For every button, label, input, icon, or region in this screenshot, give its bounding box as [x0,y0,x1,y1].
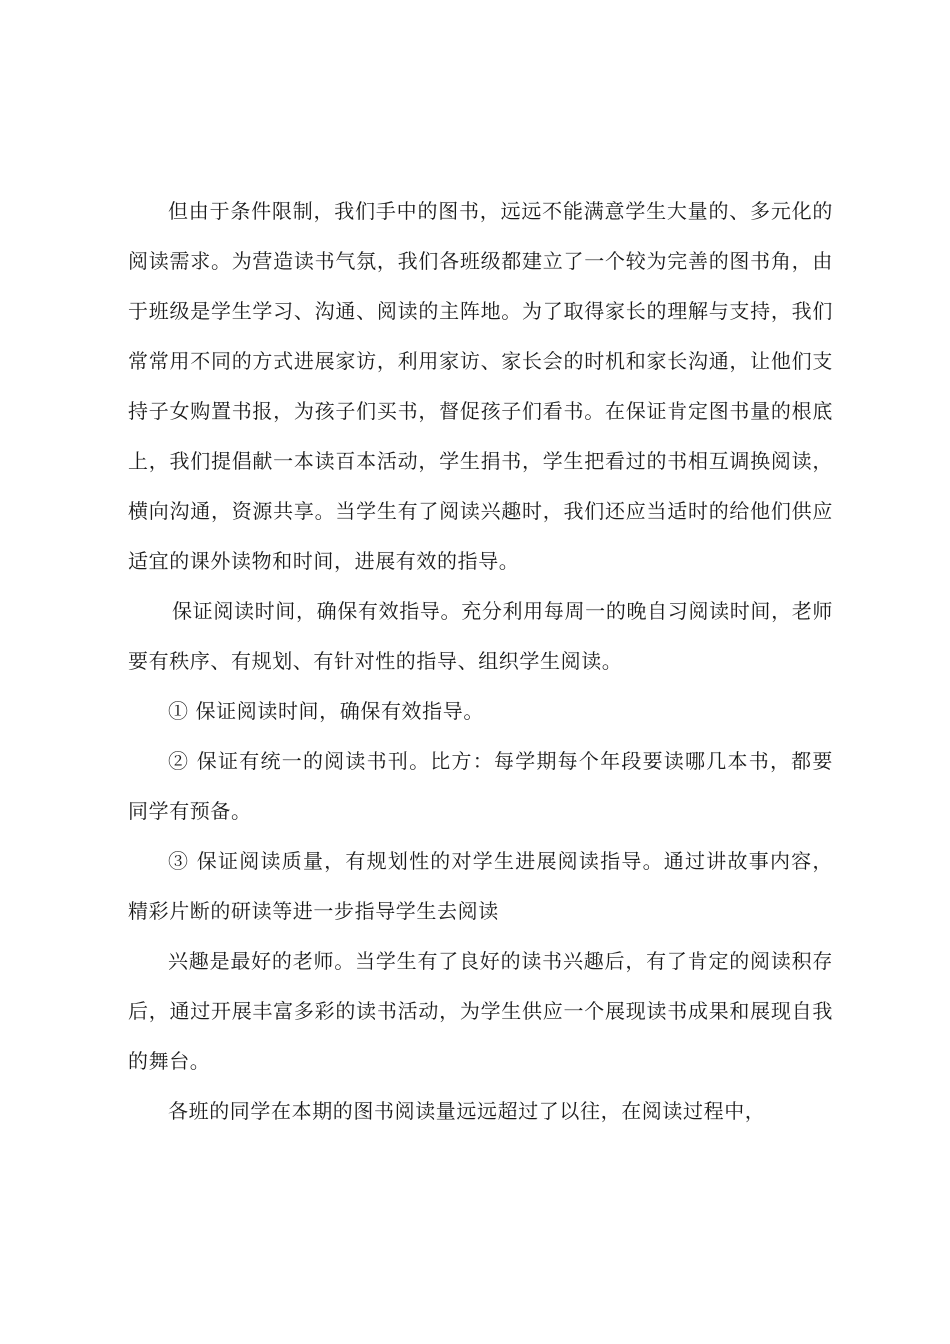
list-item-reading-time: ① 保证阅读时间，确保有效指导。 [168,699,484,723]
paragraph-interest: 兴趣是最好的老师。当学生有了良好的读书兴趣后，有了肯定的阅读积存后，通过开展丰富多彩的读书活动，为学生供应一个展现读书成果和展现自我的舞台。 [128,949,833,1073]
paragraph-library-corner: 但由于条件限制，我们手中的图书，远远不能满意学生大量的、多元化的阅读需求。为营造读书气氛，我们各班级都建立了一个较为完善的图书角，由于班级是学生学习、沟通、阅读的主阵地。为了取得家长的理解与支持，我们常常用不同的方式进展家访，利用家访、家长会的时机和家长沟通，让他们支持子女购置书报，为孩子们买书，督促孩子们看书。在保证肯定图书量的根底上，我们提倡献一本读百本活动，学生捐书，学生把看过的书相互调换阅读，横向沟通，资源共享。当学生有了阅读兴趣时，我们还应当适时的给他们供应适宜的课外读物和时间，进展有效的指导。 [128,199,833,573]
document-body [128,186,833,1136]
list-item-unified-books: ② 保证有统一的阅读书刊。比方：每学期每个年段要读哪几本书，都要同学有预备。 [128,749,833,823]
paragraph-class-reading: 各班的同学在本期的图书阅读量远远超过了以往，在阅读过程中， [168,1099,766,1123]
list-item-reading-quality: ③ 保证阅读质量，有规划性的对学生进展阅读指导。通过讲故事内容，精彩片断的研读等进一步指导学生去阅读 [128,849,833,923]
paragraph-reading-time: 保证阅读时间，确保有效指导。充分利用每周一的晚自习阅读时间，老师要有秩序、有规划、有针对性的指导、组织学生阅读。 [128,599,833,673]
